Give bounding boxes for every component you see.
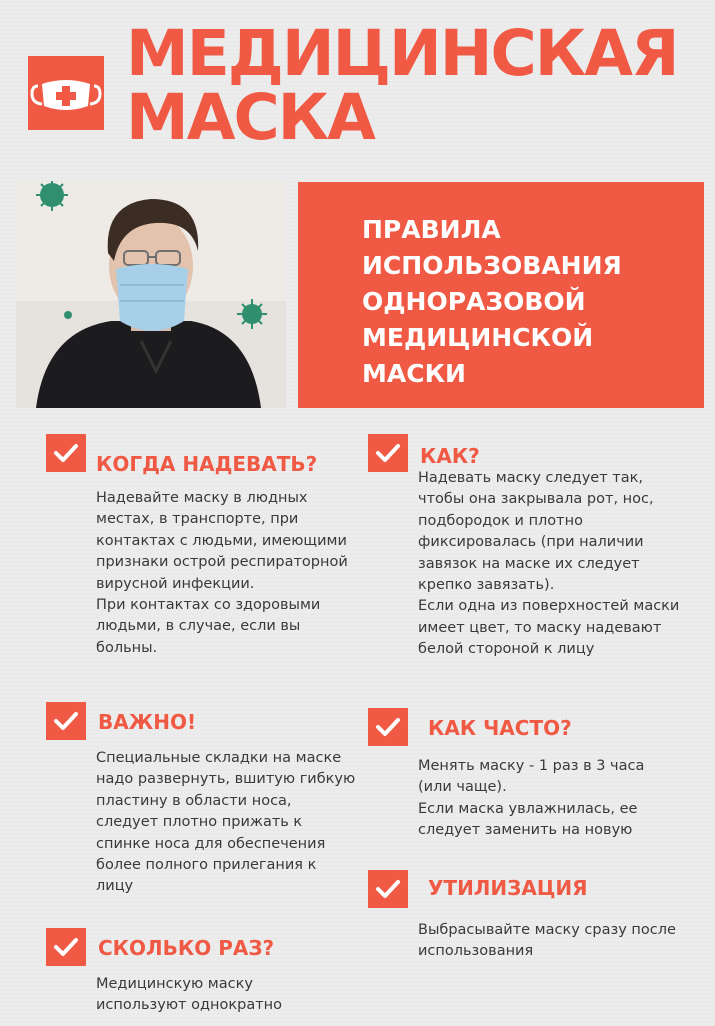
banner-line: ОДНОРАЗОВОЙ [362,287,586,316]
paragraph: Надевайте маску в людных местах, в транспорте, при контактах с людьми, имеющими признаки острой респираторной вирусной инфекции. [96,490,348,592]
rules-banner [298,182,704,408]
section-body-how-many [96,974,326,1017]
banner-line: МЕДИЦИНСКОЙ [362,323,594,352]
section-body-when [96,488,356,659]
section-body-important [96,748,358,898]
paragraph: Если одна из поверхностей маски имеет цвет, то маску надевают белой стороной к лицу [418,598,680,658]
check-icon [46,434,86,472]
section-heading-when: КОГДА НАДЕВАТЬ? [96,452,318,476]
paragraph: Надевать маску следует так, чтобы она закрывала рот, нос, подбородок и плотно фиксировалась (при наличии завязок на маске их следует крепко завязать). [418,470,654,594]
banner-line: ПРАВИЛА [362,215,501,244]
section-heading-important: ВАЖНО! [98,710,197,734]
title-line-1: МЕДИЦИНСКАЯ [126,17,678,90]
paragraph: Если маска увлажнилась, ее следует заменить на новую [418,800,638,839]
paragraph: Медицинскую маску используют однократно [96,976,283,1014]
check-icon [368,434,408,472]
banner-line: МАСКИ [362,359,466,388]
banner-line: ИСПОЛЬЗОВАНИЯ [362,251,622,280]
section-body-how-often [418,756,680,842]
check-icon [368,708,408,746]
paragraph: При контактах со здоровыми людьми, в случае, если вы больны. [96,597,321,656]
section-heading-how: КАК? [420,444,480,468]
section-heading-how-often: КАК ЧАСТО? [428,716,572,740]
paragraph: Специальные складки на маске надо развернуть, вшитую гибкую пластину в области носа, следует плотно прижать к спинке носа для обеспечения более полного прилегания к лицу [96,750,356,895]
check-icon [368,870,408,908]
title-line-2: МАСКА [126,81,374,154]
page-title [126,17,711,154]
section-body-how [418,468,680,661]
person-in-mask-photo [16,181,286,408]
check-icon [46,702,86,740]
paragraph: Менять маску - 1 раз в 3 часа (или чаще). [418,758,645,796]
section-heading-disposal: УТИЛИЗАЦИЯ [428,876,588,900]
section-body-disposal [418,920,680,963]
paragraph: Выбрасывайте маску сразу после использования [418,922,676,960]
mask-logo-icon [28,56,104,130]
section-heading-how-many: СКОЛЬКО РАЗ? [98,936,275,960]
check-icon [46,928,86,966]
banner-text [362,212,692,392]
